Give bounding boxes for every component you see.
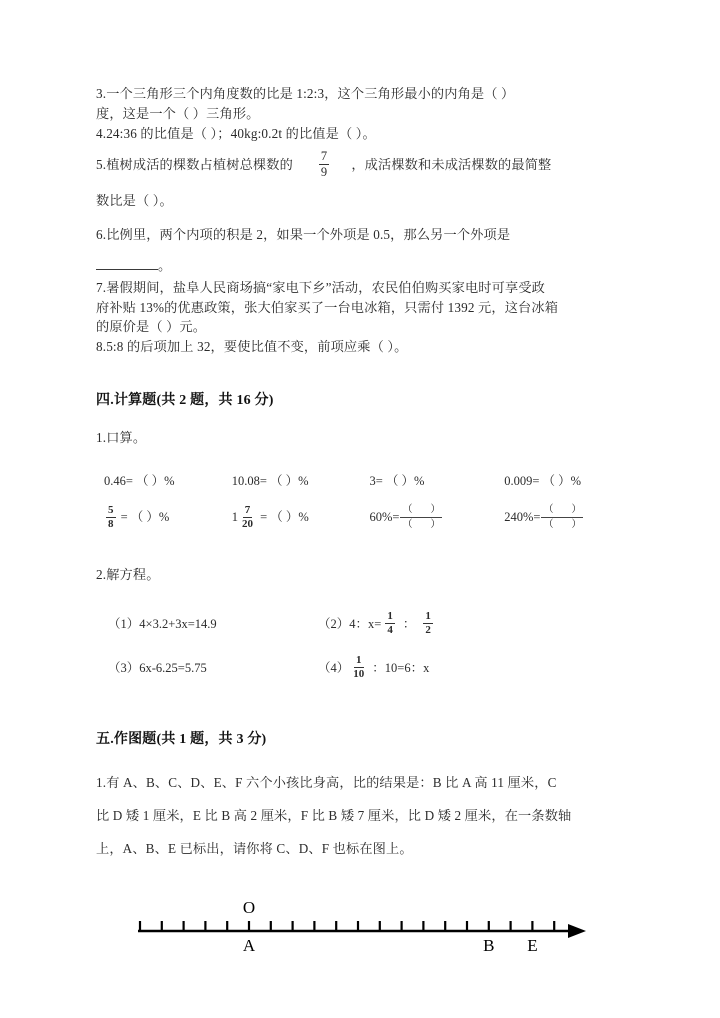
fraction-numerator: 5 — [108, 503, 114, 516]
equation-4-number: （4） — [318, 660, 350, 675]
spacer — [96, 211, 624, 225]
equation-3-number: （3） — [108, 660, 140, 675]
equation-2-prefix: 4：x= — [349, 616, 382, 631]
question-8-line-1: 8.5:8 的后项加上 32，要使比值不变，前项应乘（ ）。 — [96, 338, 408, 354]
fraction-numerator-blank[interactable] — [541, 505, 583, 518]
equation-2-ratio-colon: ： — [402, 616, 416, 631]
question-7-line-1: 7.暑假期间，盐阜人民商场搞“家电下乡”活动，农民伯伯购买家电时可享受政 — [96, 280, 545, 295]
equals-sign: = — [392, 510, 400, 524]
oral-calc-item-2[interactable]: 10.08= （ ）% — [231, 474, 309, 488]
number-line-figure — [96, 891, 624, 971]
spacer — [96, 448, 624, 470]
oral-calc-item-3[interactable]: 3= （ ）% — [369, 474, 425, 488]
fraction-one-half — [423, 611, 433, 636]
fraction-one-tenth — [351, 655, 366, 680]
question-5-fraction — [319, 150, 329, 178]
number-line-svg — [130, 891, 590, 971]
question-6-period: 。 — [158, 258, 172, 273]
oral-calc-item-5[interactable] — [104, 504, 232, 531]
paren-open: （ — [402, 518, 413, 530]
spacer — [96, 531, 624, 565]
oral-calc-row-1 — [96, 470, 624, 492]
question-5-line-2: 数比是（ ）。 — [96, 193, 173, 208]
equation-3-text: 6x-6.25=5.75 — [139, 660, 207, 675]
paren-close: ） — [571, 518, 582, 530]
fraction-numerator: 7 — [244, 503, 251, 516]
spacer — [96, 492, 624, 504]
number-line-label-E: E — [527, 935, 538, 955]
worksheet-content — [96, 84, 624, 971]
spacer — [96, 356, 624, 390]
fraction-numerator: 1 — [425, 610, 431, 623]
number-line-label-A: A — [242, 935, 256, 955]
drawing-problem-1-line-1: 1.有 A、B、C、D、E、F 六个小孩比身高，比的结果是：B 比 A 高 11 厘米，C — [96, 774, 557, 790]
equation-2-number: （2） — [318, 616, 350, 631]
equals-sign: = — [533, 510, 541, 524]
equation-1[interactable] — [108, 609, 318, 639]
equation-row-2 — [96, 653, 624, 683]
fraction-denominator: 8 — [108, 517, 114, 530]
question-7-line-3: 的原价是（ ）元。 — [96, 319, 207, 334]
oral-calc-row-2 — [96, 504, 624, 531]
spacer — [96, 144, 624, 151]
question-5-prefix: 5.植树成活的棵数占植树总棵数的 — [96, 157, 293, 172]
paren-close: ） — [571, 503, 582, 515]
spacer — [96, 639, 624, 653]
question-4 — [96, 124, 624, 144]
arrow-head-right — [568, 924, 586, 938]
section-five-heading: 五.作图题(共 1 题，共 3 分) — [96, 731, 267, 747]
answer-fraction-blank[interactable] — [400, 505, 442, 530]
fraction-denominator-blank[interactable] — [400, 518, 442, 530]
question-7-line-2: 府补贴 13%的优惠政策，张大伯家买了一台电冰箱，只需付 1392 元，这台冰箱 — [96, 299, 559, 315]
equation-1-number: （1） — [108, 616, 140, 631]
fraction-denominator: 10 — [353, 668, 365, 681]
question-3-line-1: 3.一个三角形三个内角度数的比是 1:2:3，这个三角形最小的内角是（ ） — [96, 86, 515, 101]
question-6-line-2 — [96, 256, 624, 276]
answer-fraction-blank[interactable] — [541, 505, 583, 530]
paren-open: （ — [543, 518, 554, 530]
oral-calc-item-1[interactable]: 0.46= （ ）% — [104, 474, 175, 488]
fraction-numerator: 1 — [356, 654, 362, 667]
equation-2[interactable] — [318, 609, 435, 639]
paren-open: （ — [543, 503, 554, 515]
section-four-heading: 四.计算题(共 2 题，共 16 分) — [96, 393, 274, 408]
fraction-one-fourth — [385, 611, 395, 636]
fraction-seven-twentieths — [240, 505, 255, 530]
paren-close: ） — [430, 503, 441, 515]
question-6-line-1: 6.比例里，两个内项的积是 2，如果一个外项是 0.5，那么另一个外项是 — [96, 227, 511, 242]
oral-calc-item-5-tail: = （ ）% — [120, 510, 170, 524]
spacer — [96, 751, 624, 766]
equation-4-suffix: ：10=6：x — [372, 660, 430, 675]
paren-open: （ — [402, 503, 413, 515]
question-3 — [96, 84, 624, 124]
fraction-denominator-blank[interactable] — [541, 518, 583, 530]
equation-3[interactable] — [108, 653, 318, 683]
answer-blank-underline[interactable] — [96, 259, 158, 270]
fraction-numerator-blank[interactable] — [400, 505, 442, 518]
spacer — [96, 412, 624, 428]
paren-close: ） — [430, 518, 441, 530]
question-8 — [96, 337, 624, 357]
drawing-problem-1-line-2: 比 D 矮 1 厘米，E 比 B 高 2 厘米，F 比 B 矮 7 厘米，比 D 矮 2 厘米，在一条数轴 — [96, 807, 572, 823]
oral-calc-item-8[interactable] — [504, 504, 624, 531]
spacer — [96, 585, 624, 609]
equation-row-1 — [96, 609, 624, 639]
question-7 — [96, 278, 624, 337]
fraction-denominator: 20 — [242, 517, 253, 530]
tick-marks — [140, 921, 554, 931]
question-4-line-1: 4.24:36 的比值是（ ）；40kg:0.2t 的比值是（ ）。 — [96, 126, 376, 141]
number-line-label-B: B — [483, 935, 495, 955]
equation-1-text: 4×3.2+3x=14.9 — [139, 616, 217, 631]
number-line-label-O: O — [242, 897, 256, 917]
question-5-middle: ，成活棵数和未成活棵数的最简整 — [351, 157, 552, 172]
problem-1-label: 1.口算。 — [96, 430, 147, 445]
question-3-line-2: 度，这是一个（ ）三角形。 — [96, 106, 260, 121]
question-5 — [96, 151, 624, 211]
fraction-numerator: 1 — [387, 610, 393, 623]
question-5-line-1 — [96, 151, 624, 179]
fraction-denominator: 9 — [320, 164, 328, 179]
problem-2-label: 2.解方程。 — [96, 566, 160, 582]
question-6 — [96, 225, 624, 276]
drawing-problem-1-line-3: 上，A、B、E 已标出，请你将 C、D、F 也标在图上。 — [96, 840, 413, 856]
percent-value-60: 60% — [369, 510, 393, 524]
oral-calc-item-6-tail: = （ ）% — [260, 510, 309, 524]
fraction-five-eighths — [106, 505, 116, 530]
oral-calc-item-7[interactable] — [369, 504, 504, 531]
equation-4[interactable] — [318, 653, 429, 683]
fraction-denominator: 2 — [425, 624, 431, 637]
oral-calc-item-4[interactable]: 0.009= （ ）% — [504, 474, 582, 488]
mixed-number-whole: 1 — [231, 510, 238, 524]
oral-calc-item-6[interactable] — [232, 504, 370, 531]
spacer — [96, 683, 624, 729]
drawing-problem-1 — [96, 766, 624, 865]
percent-value-240: 240% — [504, 510, 534, 524]
fraction-denominator: 4 — [387, 624, 393, 637]
fraction-numerator: 7 — [320, 149, 328, 163]
